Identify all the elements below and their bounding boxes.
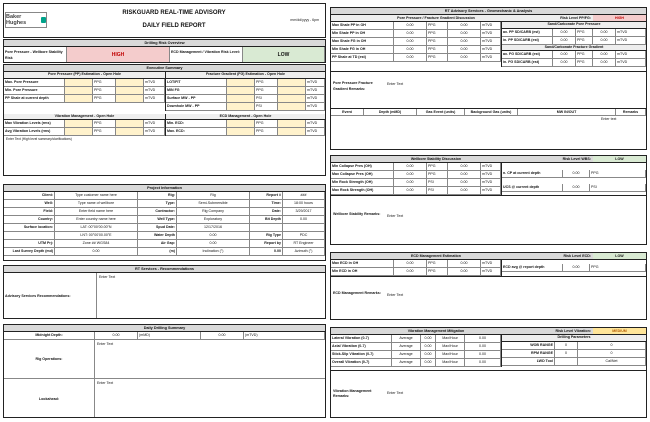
midnight-md-value[interactable]: 0.00 xyxy=(95,332,138,339)
param-max[interactable]: Cal/Net xyxy=(578,358,646,365)
pp-row-depth-unit: mTVD xyxy=(144,79,165,86)
ecd-risk-value: LOW xyxy=(243,47,325,63)
project-cell[interactable] xyxy=(283,224,325,231)
exec-note[interactable]: Enter Text (High level summary/clarifications) xyxy=(6,137,72,141)
ecd-row-label: Min. ECD: xyxy=(166,120,227,127)
wbs-risk-value: LOW xyxy=(593,156,646,162)
fg-row-depth[interactable] xyxy=(278,79,306,86)
geomechanic-title: RT Advisory Services - Geomechanic & Analysis xyxy=(331,8,646,15)
project-cell[interactable]: Type name of wellbore xyxy=(55,200,138,207)
shale-row-label: PP Shale at TD (est) xyxy=(331,54,394,61)
lookahead-label: Lookahead: xyxy=(4,379,95,418)
sand-row-value[interactable]: 0.00 xyxy=(553,29,576,36)
wbs-row-depth-unit: mTVD xyxy=(481,187,501,194)
wbs-row-depth[interactable]: 0.00 xyxy=(448,187,481,194)
wbs-row-depth-unit: mTVD xyxy=(481,171,501,178)
wbs-current-value[interactable]: 0.00 xyxy=(563,170,590,177)
project-cell: Type: xyxy=(138,200,177,207)
shale-row-depth-unit: mTVD xyxy=(481,30,501,37)
param-max[interactable]: 0 xyxy=(578,342,646,349)
project-cell: Date: xyxy=(250,208,283,215)
param-label: RPM RANGE xyxy=(502,350,555,357)
vibration-max: Max/Hour xyxy=(436,351,465,358)
sand-row-depth-unit: mTVD xyxy=(616,29,646,36)
event-remarks-text[interactable]: Enter text xyxy=(601,117,617,121)
wellbore-stability xyxy=(330,155,647,245)
fg-row-unit: PPG xyxy=(255,79,278,86)
vibration-max-value[interactable]: 0.00 xyxy=(465,335,501,342)
rt-recommendations-label: Advisory Services Recommendations: xyxy=(4,273,97,319)
pp-row-label: Min. Pore Pressure xyxy=(4,87,65,94)
vib-row-label: Avg Vibration Levels (rms) xyxy=(4,128,65,135)
ecd-avg-label: ECD avg @ report depth xyxy=(502,264,563,271)
vib-row-value[interactable] xyxy=(65,120,93,127)
vibration-remarks-text[interactable]: Enter Text xyxy=(387,391,404,395)
report-title: RISKGUARD REAL-TIME ADVISORY xyxy=(122,10,226,16)
wbs-row-value[interactable]: 0.00 xyxy=(394,163,427,170)
project-cell: Field: xyxy=(4,208,55,215)
project-cell: Air Gap: xyxy=(138,240,177,247)
fg-row-unit: PPG xyxy=(255,87,278,94)
sand-row-depth[interactable]: 0.00 xyxy=(593,51,616,58)
company-logo xyxy=(5,12,47,28)
wbs-risk-label: Risk Level WBS: xyxy=(562,157,591,161)
ppfg-risk-value: HIGH xyxy=(593,15,646,21)
project-cell: Report by xyxy=(250,240,283,247)
fg-row-depth-unit: mTVD xyxy=(306,87,325,94)
project-cell[interactable]: ### xyxy=(283,192,325,199)
ecd-row-depth-unit: mTVD xyxy=(306,128,325,135)
vibration-title: Vibration Management - Open Hole xyxy=(4,114,165,121)
vibration-row-label: Axial Vibration (0-7) xyxy=(331,343,392,350)
pp-risk-label: Pore Pressure - Wellbore Stability Risk xyxy=(4,47,67,63)
vib-row-depth[interactable] xyxy=(116,128,144,135)
sand-pp-title: Sand/Carbonate Pore Pressure xyxy=(502,22,646,29)
wbs-row-unit: PSI xyxy=(427,187,448,194)
midnight-depth-label: Midnight Depth: xyxy=(4,332,95,339)
ecd-row-depth-unit: mTVD xyxy=(481,268,501,275)
vibration-mitigation-title: Vibration Management Mitigation xyxy=(407,329,465,333)
ecd-row-depth[interactable] xyxy=(278,120,306,127)
pp-row-label: Max. Pore Pressure xyxy=(4,79,65,86)
project-cell: Bit Depth xyxy=(250,216,283,223)
fg-row-label: MIN FG xyxy=(166,87,227,94)
ecd-row-depth-unit: mTVD xyxy=(306,120,325,127)
project-cell: 0.00 xyxy=(250,248,283,255)
project-cell[interactable]: 18:00 hours xyxy=(283,200,325,207)
wbs-row-label: Min Collapse Pres (OH) xyxy=(331,163,394,170)
project-cell[interactable]: 0.00 xyxy=(177,232,250,239)
ppfg-risk-label: Risk Level PP/FG: xyxy=(560,16,591,20)
vibration-risk-label: Risk Level Vibration: xyxy=(555,329,591,333)
event-column-header: MW IN/OUT xyxy=(518,109,616,115)
vibration-avg: Average xyxy=(392,359,421,366)
project-cell: Report # xyxy=(250,192,283,199)
shale-row-label: Max Shale FG in OH xyxy=(331,38,394,45)
drilling-risk-title: Drilling Risk Overview xyxy=(4,40,325,47)
shale-row-label: Max Shale PP in OH xyxy=(331,22,394,29)
shale-row-depth[interactable]: 0.00 xyxy=(448,22,481,29)
ecd-risk-label: ECD Management / Vibration Risk Level: xyxy=(170,47,243,63)
project-cell: Last Survey Depth (md) xyxy=(4,248,55,255)
vib-row-depth-unit: mTVD xyxy=(144,128,165,135)
shale-row-depth-unit: mTVD xyxy=(481,22,501,29)
project-cell[interactable]: Type customer name here xyxy=(55,192,138,199)
wbs-row-depth-unit: mTVD xyxy=(481,179,501,186)
vibration-max: Max/Hour xyxy=(436,343,465,350)
shale-row-depth-unit: mTVD xyxy=(481,54,501,61)
sand-row-depth[interactable]: 0.00 xyxy=(593,29,616,36)
ecd-row-value[interactable]: 0.00 xyxy=(394,260,427,267)
vib-row-label: Max Vibration Levels (rms) xyxy=(4,120,65,127)
project-cell[interactable]: LNT: 00°00'00.00"E xyxy=(55,232,138,239)
report-header xyxy=(3,3,326,38)
sand-row-depth-unit: mTVD xyxy=(616,37,646,44)
fg-row-value[interactable] xyxy=(227,79,255,86)
param-max[interactable]: 0 xyxy=(578,350,646,357)
wbs-remarks-text[interactable]: Enter Text xyxy=(387,214,404,218)
pp-row-value[interactable] xyxy=(65,87,93,94)
vibration-value[interactable]: 0.00 xyxy=(421,351,436,358)
param-label: WOB RANGE xyxy=(502,342,555,349)
vibration-value[interactable]: 0.00 xyxy=(421,335,436,342)
fg-row-depth[interactable] xyxy=(278,103,306,110)
report-date[interactable]: mm/dd/yyyy - 6pm xyxy=(290,18,319,22)
wbs-row-value[interactable]: 0.00 xyxy=(394,187,427,194)
pp-row-unit: PPG xyxy=(93,95,116,102)
project-cell: Rig Type xyxy=(250,232,283,239)
fg-row-value[interactable] xyxy=(227,87,255,94)
executive-summary xyxy=(3,64,326,176)
ecd-title: ECD Management - Open Hole xyxy=(166,114,325,121)
pp-row-label: PP Shale at current depth xyxy=(4,95,65,102)
ecd-estimation-title: ECD Management Estimation xyxy=(411,254,461,258)
project-cell: Well: xyxy=(4,200,55,207)
wbs-row-depth[interactable]: 0.00 xyxy=(448,163,481,170)
vibration-avg: Average xyxy=(392,335,421,342)
ecd-avg-value[interactable]: 0.00 xyxy=(563,264,590,271)
ecd-risk-value: LOW xyxy=(593,253,646,259)
vibration-row-label: Stick-Slip Vibration (0-7) xyxy=(331,351,392,358)
wbs-current-value[interactable]: 0.00 xyxy=(563,184,590,191)
vib-row-value[interactable] xyxy=(65,128,93,135)
ecd-row-depth[interactable]: 0.00 xyxy=(448,268,481,275)
project-cell[interactable]: 0.00 xyxy=(177,240,250,247)
ecd-row-depth[interactable]: 0.00 xyxy=(448,260,481,267)
ecd-management xyxy=(330,252,647,320)
pp-row-depth-unit: mTVD xyxy=(144,87,165,94)
pp-row-unit: PPG xyxy=(93,79,116,86)
ecd-row-label: Max ECD in OH xyxy=(331,260,394,267)
vib-row-unit: PPG xyxy=(93,128,116,135)
shale-row-unit: PPG xyxy=(427,38,448,45)
shale-row-depth[interactable]: 0.00 xyxy=(448,54,481,61)
fg-row-label: LOT/FIT xyxy=(166,79,227,86)
report-subtitle: DAILY FIELD REPORT xyxy=(142,23,206,29)
fg-row-unit: PSI xyxy=(255,95,278,102)
fg-row-depth-unit: mTVD xyxy=(306,79,325,86)
pp-estimation-title: Pore Pressure (PP) Estimation - Open Hole xyxy=(4,72,165,79)
wbs-row-label: Min Rock Strength (OH) xyxy=(331,179,394,186)
event-column-header: Depth (mMD) xyxy=(364,109,417,115)
fg-row-value[interactable] xyxy=(227,103,255,110)
sand-row-unit: PPG xyxy=(576,59,593,66)
fg-row-depth-unit: mTVD xyxy=(306,103,325,110)
project-cell[interactable]: Rig Company xyxy=(177,208,250,215)
ecd-row-unit: PPG xyxy=(427,268,448,275)
ecd-row-label: Min ECD in OH xyxy=(331,268,394,275)
project-cell: Spud Date: xyxy=(138,224,177,231)
project-cell[interactable]: 12/17/2016 xyxy=(177,224,250,231)
project-cell: Surface location: xyxy=(4,224,55,231)
shale-row-depth[interactable]: 0.00 xyxy=(448,30,481,37)
project-cell: Time: xyxy=(250,200,283,207)
rt-services-title: RT Services - Recommendations xyxy=(4,266,325,273)
wbs-row-depth[interactable]: 0.00 xyxy=(448,179,481,186)
ecd-row-unit: PPG xyxy=(427,260,448,267)
shale-row-depth[interactable]: 0.00 xyxy=(448,38,481,45)
pp-row-value[interactable] xyxy=(65,95,93,102)
fg-estimation-title: Fracture Gradient (FG) Estimation - Open Hole xyxy=(166,72,325,79)
pp-row-unit: PPG xyxy=(93,87,116,94)
lookahead-text[interactable]: Enter Text xyxy=(97,381,114,385)
project-cell[interactable]: Exploratory xyxy=(177,216,250,223)
sand-row-label: in. PP SD/CARB (est) xyxy=(502,37,553,44)
logo-text: Baker Hughes xyxy=(6,14,27,26)
vibration-management xyxy=(330,327,647,418)
geomechanic-analysis xyxy=(330,7,647,150)
sand-row-value[interactable]: 0.00 xyxy=(553,37,576,44)
sand-row-label: in. FG SD/CARB (est) xyxy=(502,59,553,66)
shale-row-unit: PPG xyxy=(427,54,448,61)
sand-fg-title: Sand/Carbonate Fracture Gradient xyxy=(502,45,646,52)
sand-row-depth-unit: mTVD xyxy=(616,51,646,58)
vibration-max-value[interactable]: 0.00 xyxy=(465,351,501,358)
vibration-max-value[interactable]: 0.00 xyxy=(465,343,501,350)
project-cell[interactable]: Semi-Submersible xyxy=(177,200,250,207)
fg-row-depth[interactable] xyxy=(278,95,306,102)
vibration-max: Max/Hour xyxy=(436,359,465,366)
vibration-avg: Average xyxy=(392,351,421,358)
project-cell[interactable]: Azimuth (°) xyxy=(283,248,325,255)
shale-row-value[interactable]: 0.00 xyxy=(394,38,427,45)
project-cell[interactable]: 0.00 xyxy=(283,216,325,223)
event-column-header: Gas Event (units) xyxy=(417,109,465,115)
project-cell[interactable]: 0.00 xyxy=(55,248,138,255)
fg-row-depth[interactable] xyxy=(278,87,306,94)
sand-row-value[interactable]: 0.00 xyxy=(553,59,576,66)
wbs-current-unit: PPG xyxy=(590,170,646,177)
project-cell[interactable]: PDC xyxy=(283,232,325,239)
event-column-header: Event xyxy=(331,109,364,115)
project-cell[interactable]: RT Engineer xyxy=(283,240,325,247)
param-min[interactable]: 0 xyxy=(555,350,578,357)
vib-row-depth-unit: mTVD xyxy=(144,120,165,127)
fg-row-depth-unit: mTVD xyxy=(306,95,325,102)
fg-row-label: Surface MW - PP xyxy=(166,95,227,102)
vib-row-depth[interactable] xyxy=(116,120,144,127)
project-cell: (m) xyxy=(138,248,177,255)
project-cell: Client: xyxy=(4,192,55,199)
daily-drilling-summary xyxy=(3,324,326,418)
ecd-row-unit: PPG xyxy=(255,128,278,135)
param-min[interactable] xyxy=(555,358,578,365)
pp-row-depth[interactable] xyxy=(116,79,144,86)
project-cell xyxy=(250,224,283,231)
wbs-row-unit: PSI xyxy=(427,179,448,186)
shale-row-label: Min Shale FG in OH xyxy=(331,46,394,53)
shale-row-depth-unit: mTVD xyxy=(481,38,501,45)
ppfg-remarks-text[interactable]: Enter Text xyxy=(387,82,404,86)
ecd-row-unit: PPG xyxy=(255,120,278,127)
ecd-row-depth-unit: mTVD xyxy=(481,260,501,267)
vibration-avg: Average xyxy=(392,343,421,350)
wbs-remarks-label: Wellbore Stability Remarks: xyxy=(333,212,381,216)
vibration-value[interactable]: 0.00 xyxy=(421,343,436,350)
project-cell[interactable]: Enter field name here xyxy=(55,208,138,215)
vibration-value[interactable]: 0.00 xyxy=(421,359,436,366)
fg-row-value[interactable] xyxy=(227,95,255,102)
sand-row-unit: PPG xyxy=(576,29,593,36)
project-information xyxy=(3,184,326,261)
ecd-row-label: Max. ECD: xyxy=(166,128,227,135)
vibration-row-label: Lateral Vibration (0-7) xyxy=(331,335,392,342)
project-cell[interactable]: Enter country name here xyxy=(55,216,138,223)
pp-row-depth[interactable] xyxy=(116,95,144,102)
shale-row-depth-unit: mTVD xyxy=(481,46,501,53)
wbs-row-value[interactable]: 0.00 xyxy=(394,179,427,186)
sand-row-depth-unit: mTVD xyxy=(616,59,646,66)
logo-icon xyxy=(41,17,46,23)
project-cell: Well Type: xyxy=(138,216,177,223)
rig-operations-label: Rig Operations: xyxy=(4,340,95,378)
shale-row-unit: PPG xyxy=(427,46,448,53)
shale-row-depth[interactable]: 0.00 xyxy=(448,46,481,53)
wbs-row-label: Max Rock Strength (OH) xyxy=(331,187,394,194)
vibration-max: Max/Hour xyxy=(436,335,465,342)
wbs-row-value[interactable]: 0.00 xyxy=(394,171,427,178)
shale-row-value[interactable]: 0.00 xyxy=(394,22,427,29)
sand-row-unit: PPG xyxy=(576,51,593,58)
pp-row-value[interactable] xyxy=(65,79,93,86)
wbs-current-label: n. CP at current depth xyxy=(502,170,563,177)
project-cell[interactable]: LAT: 00°00'00.00"N xyxy=(55,224,138,231)
ppfg-discussion-title: Pore Pressure / Fracture Gradient Discussion xyxy=(397,16,475,20)
wbs-row-depth[interactable]: 0.00 xyxy=(448,171,481,178)
drilling-risk-overview xyxy=(3,39,326,63)
ecd-avg-unit: PPG xyxy=(590,264,646,271)
ecd-row-value[interactable] xyxy=(227,120,255,127)
midnight-md-unit: (mMD) xyxy=(138,332,201,339)
ecd-remarks-text[interactable]: Enter Text xyxy=(387,293,404,297)
midnight-tvd-value[interactable]: 0.00 xyxy=(201,332,244,339)
shale-row-label: Min Shale PP in OH xyxy=(331,30,394,37)
shale-row-value[interactable]: 0.00 xyxy=(394,54,427,61)
wbs-row-label: Max Collapse Pres (OH) xyxy=(331,171,394,178)
wbs-row-depth-unit: mTVD xyxy=(481,163,501,170)
vibration-remarks-label: Vibration Management Remarks: xyxy=(333,389,372,398)
project-cell xyxy=(4,232,55,239)
sand-row-value[interactable]: 0.00 xyxy=(553,51,576,58)
shale-row-value[interactable]: 0.00 xyxy=(394,46,427,53)
sand-row-label: ax. FG SD/CARB (est) xyxy=(502,51,553,58)
ecd-remarks-label: ECD Management Remarks: xyxy=(333,291,381,295)
fg-row-unit: PSI xyxy=(255,103,278,110)
project-cell: Water Depth xyxy=(138,232,177,239)
ecd-row-value[interactable]: 0.00 xyxy=(394,268,427,275)
pp-row-depth-unit: mTVD xyxy=(144,95,165,102)
sand-row-unit: PPG xyxy=(576,37,593,44)
project-cell: UTM Prj: xyxy=(4,240,55,247)
ecd-row-depth[interactable] xyxy=(278,128,306,135)
rig-operations-text[interactable]: Enter Text xyxy=(97,342,114,346)
vibration-risk-value: MEDIUM xyxy=(593,328,646,334)
pp-row-depth[interactable] xyxy=(116,87,144,94)
project-cell[interactable]: Inclination (°) xyxy=(177,248,250,255)
param-label: LWD Tool xyxy=(502,358,555,365)
wbs-current-unit: PSI xyxy=(590,184,646,191)
wbs-title: Wellbore Stability Discussion xyxy=(410,157,462,161)
ecd-risk-label: Risk Level ECD: xyxy=(563,254,591,258)
daily-drilling-title: Daily Drilling Summary xyxy=(4,325,325,332)
vib-row-unit: PPG xyxy=(93,120,116,127)
project-cell: Rig: xyxy=(138,192,177,199)
wbs-current-label: UCS @ current depth xyxy=(502,184,563,191)
shale-row-unit: PPG xyxy=(427,22,448,29)
fg-row-label: Downhole MW - PP xyxy=(166,103,227,110)
sand-row-label: ax. PP SD/CARB (est) xyxy=(502,29,553,36)
event-column-header: Remarks xyxy=(616,109,646,115)
ppfg-remarks-label: Pore Pressure Fracture Gradient Remarks: xyxy=(333,81,373,91)
param-min[interactable]: 0 xyxy=(555,342,578,349)
rt-recommendations-text[interactable]: Enter Text xyxy=(99,275,116,279)
event-column-header: Background Gas (units) xyxy=(465,109,518,115)
drilling-params-title: Drilling Parameters xyxy=(502,335,646,342)
project-cell: Country: xyxy=(4,216,55,223)
project-cell[interactable]: Rig xyxy=(177,192,250,199)
vibration-max-value[interactable]: 0.00 xyxy=(465,359,501,366)
shale-row-unit: PPG xyxy=(427,30,448,37)
pp-risk-value: HIGH xyxy=(67,47,170,63)
wbs-row-unit: PPG xyxy=(427,171,448,178)
midnight-tvd-unit: (mTVD) xyxy=(244,332,325,339)
project-cell[interactable]: 3/29/2017 xyxy=(283,208,325,215)
wbs-row-unit: PPG xyxy=(427,163,448,170)
sand-row-depth[interactable]: 0.00 xyxy=(593,37,616,44)
shale-row-value[interactable]: 0.00 xyxy=(394,30,427,37)
exec-summary-title: Executive Summary xyxy=(4,65,325,72)
vibration-row-label: Overall Vibration (0-7) xyxy=(331,359,392,366)
project-cell: Contractor: xyxy=(138,208,177,215)
project-cell[interactable]: Zone ## WGS84 xyxy=(55,240,138,247)
rt-services xyxy=(3,265,326,319)
ecd-row-value[interactable] xyxy=(227,128,255,135)
sand-row-depth[interactable]: 0.00 xyxy=(593,59,616,66)
project-info-title: Project Information xyxy=(4,185,325,192)
